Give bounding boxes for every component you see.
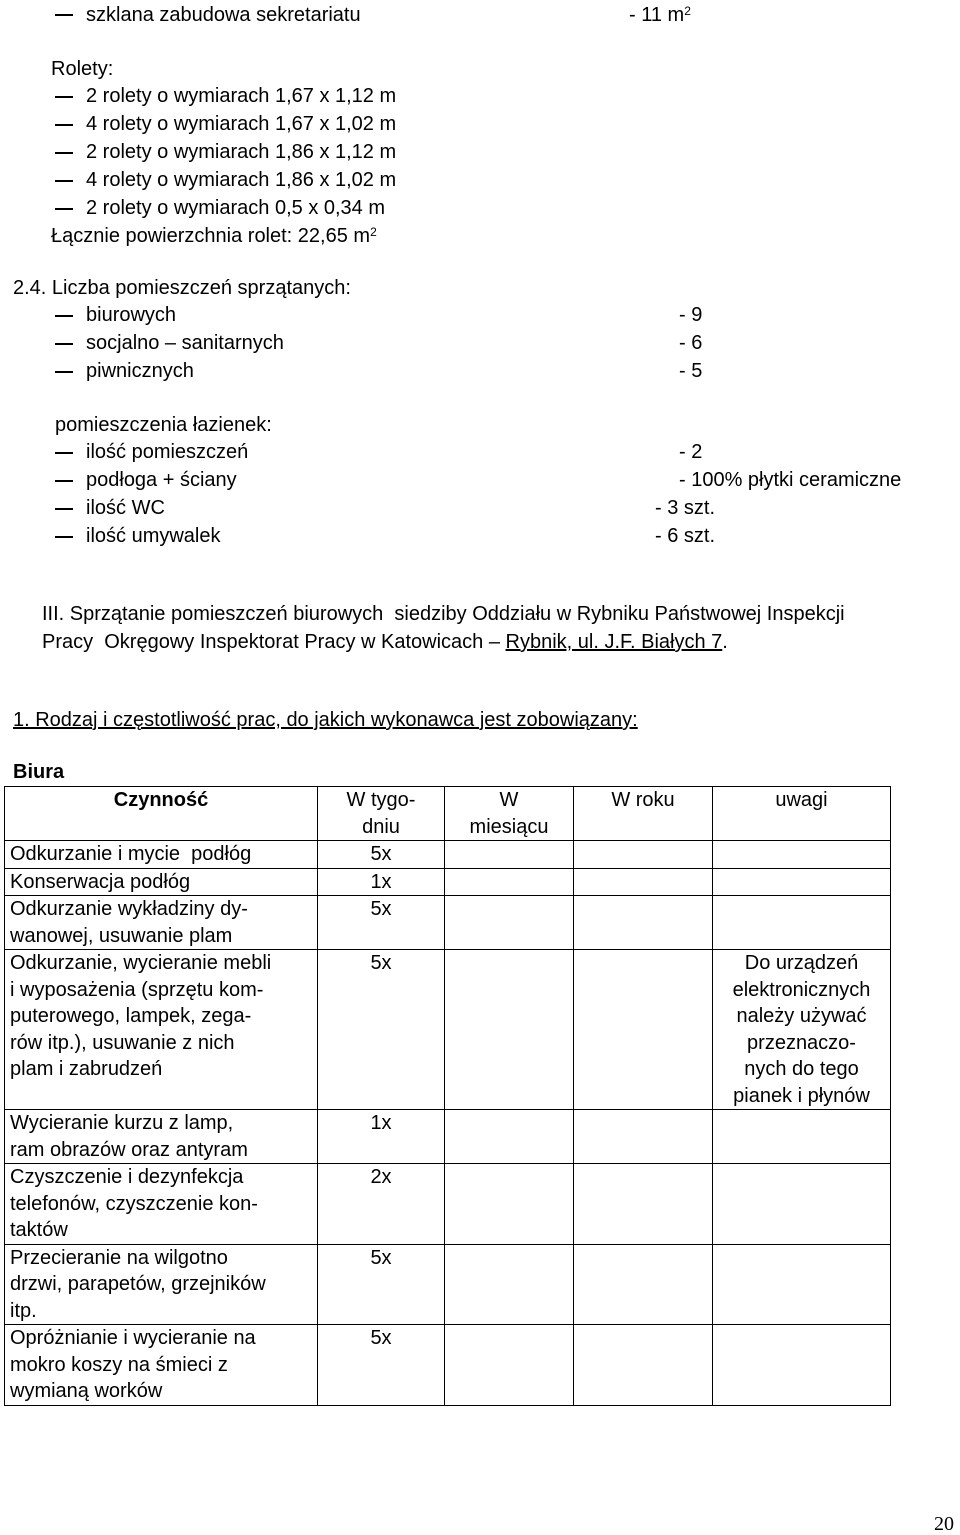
bathrooms-heading: pomieszczenia łazienek: [55, 414, 272, 436]
section-iii-line2: Pracy Okręgowy Inspektorat Pracy w Katowicach – Rybnik, ul. J.F. Białych 7. [42, 631, 728, 653]
list-dash [55, 315, 73, 317]
yearly-cell [574, 1244, 713, 1325]
yearly-cell [574, 1164, 713, 1245]
list-item-value: - 6 [679, 332, 703, 354]
table-title: Biura [13, 761, 65, 783]
list-dash [55, 371, 73, 373]
list-item-value: - 9 [679, 304, 703, 326]
tasks-table [4, 786, 891, 1406]
task-cell: Przecieranie na wilgotno drzwi, parapetów, grzejników itp. [5, 1244, 318, 1325]
weekly-cell: 1x [318, 1110, 445, 1164]
list-item-label: ilość WC [86, 497, 165, 519]
list-item: 4 rolety o wymiarach 1,67 x 1,02 m [86, 113, 397, 135]
header-yearly: W roku [574, 787, 713, 841]
header-monthly: W miesiącu [445, 787, 574, 841]
monthly-cell [445, 1164, 574, 1245]
weekly-cell: 5x [318, 841, 445, 869]
task-cell: Konserwacja podłóg [5, 868, 318, 896]
weekly-cell: 5x [318, 950, 445, 1110]
list-item-value: - 5 [679, 360, 703, 382]
weekly-cell: 5x [318, 1325, 445, 1406]
yearly-cell [574, 896, 713, 950]
monthly-cell [445, 950, 574, 1110]
table-row [5, 896, 891, 950]
task-cell: Odkurzanie i mycie podłóg [5, 841, 318, 869]
notes-cell [713, 1244, 891, 1325]
task-cell: Czyszczenie i dezynfekcja telefonów, czyszczenie kon- taktów [5, 1164, 318, 1245]
list-dash [55, 152, 73, 154]
rolety-heading: Rolety: [51, 58, 114, 80]
weekly-cell: 1x [318, 868, 445, 896]
list-item-label: ilość umywalek [86, 525, 221, 547]
list-item-value: - 2 [679, 441, 703, 463]
list-item-label: ilość pomieszczeń [86, 441, 249, 463]
notes-cell [713, 1110, 891, 1164]
list-item: 2 rolety o wymiarach 1,86 x 1,12 m [86, 141, 397, 163]
notes-cell [713, 1325, 891, 1406]
list-item-value: - 6 szt. [655, 525, 716, 547]
task-cell: Odkurzanie, wycieranie mebli i wyposażenia (sprzętu kom- puterowego, lampek, zega- rów itp.), usuwanie z nich plam i zabrudzeń [5, 950, 318, 1110]
notes-cell [713, 896, 891, 950]
list-dash [55, 14, 73, 16]
list-dash [55, 208, 73, 210]
yearly-cell [574, 950, 713, 1110]
list-dash [55, 124, 73, 126]
weekly-cell: 5x [318, 896, 445, 950]
table-row [5, 1244, 891, 1325]
monthly-cell [445, 868, 574, 896]
list-item-label: podłoga + ściany [86, 469, 237, 491]
table-row [5, 868, 891, 896]
list-dash [55, 536, 73, 538]
monthly-cell [445, 1110, 574, 1164]
page-number: 20 [934, 1513, 954, 1535]
table-row [5, 1325, 891, 1406]
list-item-value: - 11 $m^2$ [629, 4, 691, 26]
task-cell: Odkurzanie wykładziny dy- wanowej, usuwanie plam [5, 896, 318, 950]
list-item: 2 rolety o wymiarach 1,67 x 1,12 m [86, 85, 397, 107]
weekly-cell: 5x [318, 1244, 445, 1325]
list-dash [55, 452, 73, 454]
notes-cell: Do urządzeń elektronicznych należy używać przeznaczo- nych do tego pianek i płynów [713, 950, 891, 1110]
header-task: Czynność [5, 787, 318, 841]
table-row [5, 1110, 891, 1164]
table-row [5, 1164, 891, 1245]
list-item-value: - 100% płytki ceramiczne [679, 469, 902, 491]
task-cell: Wycieranie kurzu z lamp, ram obrazów oraz antyram [5, 1110, 318, 1164]
yearly-cell [574, 868, 713, 896]
list-item-label: socjalno – sanitarnych [86, 332, 284, 354]
yearly-cell [574, 841, 713, 869]
section-iii-line1: III. Sprzątanie pomieszczeń biurowych siedziby Oddziału w Rybniku Państwowej Inspekcji [42, 603, 845, 625]
yearly-cell [574, 1110, 713, 1164]
task-cell: Opróżnianie i wycieranie na mokro koszy na śmieci z wymianą worków [5, 1325, 318, 1406]
yearly-cell [574, 1325, 713, 1406]
list-dash [55, 96, 73, 98]
list-dash [55, 180, 73, 182]
notes-cell [713, 1164, 891, 1245]
monthly-cell [445, 841, 574, 869]
notes-cell [713, 868, 891, 896]
header-weekly: W tygo- dniu [318, 787, 445, 841]
subheading: 1. Rodzaj i częstotliwość prac, do jakich wykonawca jest zobowiązany: [13, 709, 638, 731]
rolety-total: Łącznie powierzchnia rolet: 22,65 $m^2$ [51, 225, 377, 247]
list-dash [55, 508, 73, 510]
list-item-label: szklana zabudowa sekretariatu [86, 4, 361, 26]
table-row [5, 841, 891, 869]
list-item: 2 rolety o wymiarach 0,5 x 0,34 m [86, 197, 386, 219]
list-item-label: piwnicznych [86, 360, 194, 382]
section-2-4-heading: 2.4. Liczba pomieszczeń sprzątanych: [13, 277, 351, 299]
monthly-cell [445, 1244, 574, 1325]
list-dash [55, 343, 73, 345]
list-item-value: - 3 szt. [655, 497, 716, 519]
address-link: Rybnik, ul. J.F. Białych 7 [505, 631, 723, 653]
table-header-row [5, 787, 891, 841]
list-item: 4 rolety o wymiarach 1,86 x 1,02 m [86, 169, 397, 191]
table-row [5, 950, 891, 1110]
weekly-cell: 2x [318, 1164, 445, 1245]
monthly-cell [445, 896, 574, 950]
list-dash [55, 480, 73, 482]
notes-cell [713, 841, 891, 869]
header-notes: uwagi [713, 787, 891, 841]
list-item-label: biurowych [86, 304, 177, 326]
monthly-cell [445, 1325, 574, 1406]
